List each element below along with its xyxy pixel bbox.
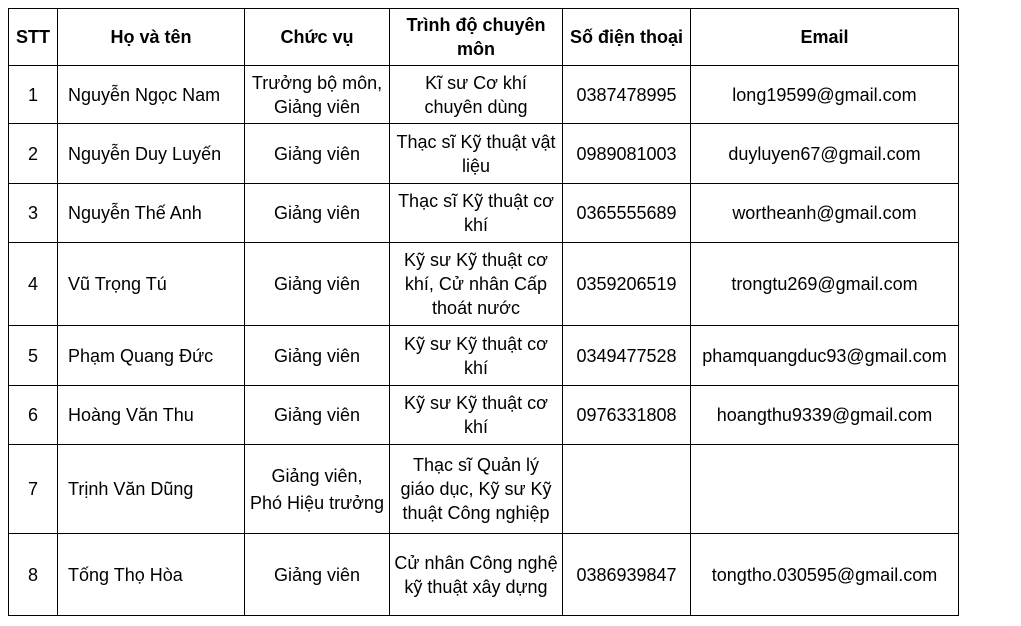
cell-email: wortheanh@gmail.com: [691, 184, 959, 243]
cell-stt: 7: [9, 445, 58, 534]
header-name: Họ và tên: [58, 9, 245, 66]
cell-role: Giảng viên: [245, 534, 390, 616]
header-stt: STT: [9, 9, 58, 66]
cell-email: long19599@gmail.com: [691, 66, 959, 124]
table-row: [9, 184, 959, 243]
table-header-row: [9, 9, 959, 66]
cell-stt: 4: [9, 243, 58, 326]
table-row: [9, 66, 959, 124]
cell-phone: 0349477528: [563, 326, 691, 386]
cell-email: trongtu269@gmail.com: [691, 243, 959, 326]
cell-stt: 8: [9, 534, 58, 616]
cell-degree: Thạc sĩ Kỹ thuật cơ khí: [390, 184, 563, 243]
cell-degree: Kỹ sư Kỹ thuật cơ khí: [390, 326, 563, 386]
cell-role: Giảng viên: [245, 243, 390, 326]
cell-stt: 1: [9, 66, 58, 124]
cell-email: duyluyen67@gmail.com: [691, 124, 959, 184]
cell-phone: 0387478995: [563, 66, 691, 124]
cell-name: Tống Thọ Hòa: [58, 534, 245, 616]
cell-stt: 5: [9, 326, 58, 386]
cell-role: [245, 445, 390, 534]
cell-phone: 0989081003: [563, 124, 691, 184]
cell-role: Giảng viên: [245, 184, 390, 243]
cell-name: Vũ Trọng Tú: [58, 243, 245, 326]
table-row: [9, 534, 959, 616]
table-row: [9, 243, 959, 326]
cell-name: Nguyễn Duy Luyến: [58, 124, 245, 184]
cell-degree: Kĩ sư Cơ khí chuyên dùng: [390, 66, 563, 124]
cell-email: [691, 445, 959, 534]
table-row: [9, 326, 959, 386]
header-email: Email: [691, 9, 959, 66]
cell-name: Hoàng Văn Thu: [58, 386, 245, 445]
cell-name: Trịnh Văn Dũng: [58, 445, 245, 534]
header-degree: Trình độ chuyên môn: [390, 9, 563, 66]
cell-degree: Cử nhân Công nghệ kỹ thuật xây dựng: [390, 534, 563, 616]
cell-stt: 2: [9, 124, 58, 184]
cell-degree: Kỹ sư Kỹ thuật cơ khí, Cử nhân Cấp thoát nước: [390, 243, 563, 326]
cell-phone: 0359206519: [563, 243, 691, 326]
cell-phone: [563, 445, 691, 534]
table-row: [9, 124, 959, 184]
cell-name: Phạm Quang Đức: [58, 326, 245, 386]
cell-role: Giảng viên: [245, 386, 390, 445]
cell-email: hoangthu9339@gmail.com: [691, 386, 959, 445]
cell-stt: 3: [9, 184, 58, 243]
cell-role: Giảng viên: [245, 326, 390, 386]
header-phone: Số điện thoại: [563, 9, 691, 66]
cell-role: Trưởng bộ môn, Giảng viên: [245, 66, 390, 124]
staff-table: [8, 8, 959, 616]
table-row: [9, 445, 959, 534]
cell-role-line: Phó Hiệu trưởng: [250, 492, 384, 513]
header-role: Chức vụ: [245, 9, 390, 66]
cell-role-line: Giảng viên,: [271, 465, 363, 486]
cell-email: tongtho.030595@gmail.com: [691, 534, 959, 616]
table-row: [9, 386, 959, 445]
cell-phone: 0386939847: [563, 534, 691, 616]
cell-name: Nguyễn Thế Anh: [58, 184, 245, 243]
cell-role: Giảng viên: [245, 124, 390, 184]
cell-degree: Kỹ sư Kỹ thuật cơ khí: [390, 386, 563, 445]
cell-email: phamquangduc93@gmail.com: [691, 326, 959, 386]
cell-phone: 0365555689: [563, 184, 691, 243]
cell-phone: 0976331808: [563, 386, 691, 445]
cell-degree: Thạc sĩ Kỹ thuật vật liệu: [390, 124, 563, 184]
cell-stt: 6: [9, 386, 58, 445]
cell-name: Nguyễn Ngọc Nam: [58, 66, 245, 124]
cell-degree: Thạc sĩ Quản lý giáo dục, Kỹ sư Kỹ thuật Công nghiệp: [390, 445, 563, 534]
